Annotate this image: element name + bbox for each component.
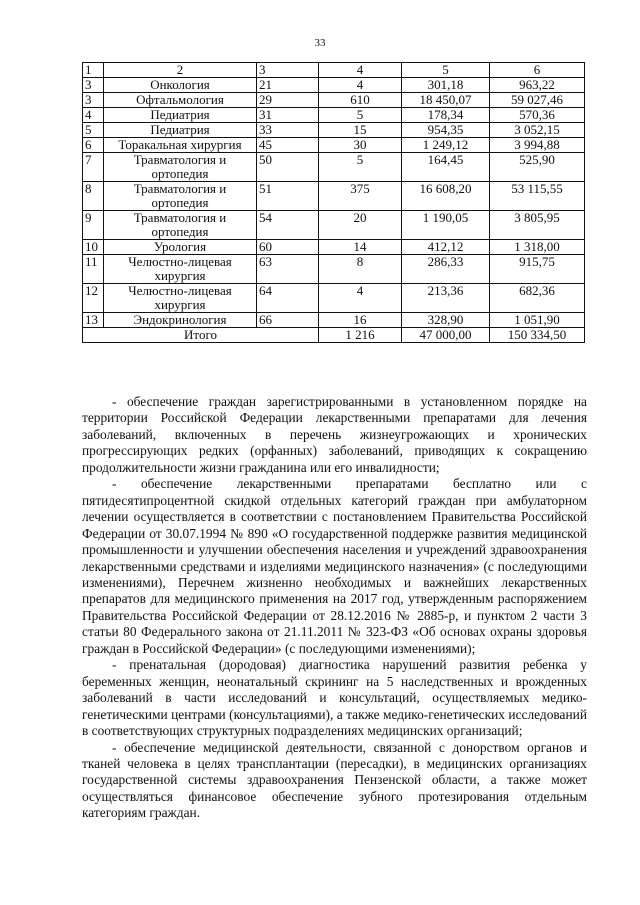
table-cell-value-6: 525,90 bbox=[490, 153, 585, 182]
table-row bbox=[83, 284, 585, 313]
table-body bbox=[83, 63, 585, 343]
table-cell-count: 5 bbox=[319, 153, 402, 182]
table-cell-specialty-name: Педиатрия bbox=[104, 108, 257, 123]
table-cell-count: 8 bbox=[319, 255, 402, 284]
table-cell-code: 66 bbox=[257, 313, 319, 328]
table-cell-count: 14 bbox=[319, 240, 402, 255]
table-total-row bbox=[83, 328, 585, 343]
header-cell: 1 bbox=[83, 63, 104, 78]
total-value-6: 150 334,50 bbox=[490, 328, 585, 343]
table-cell-row-number: 4 bbox=[83, 108, 104, 123]
header-cell: 3 bbox=[257, 63, 319, 78]
table-cell-count: 5 bbox=[319, 108, 402, 123]
table-cell-value-5: 16 608,20 bbox=[402, 182, 490, 211]
table-cell-specialty-name: Офтальмология bbox=[104, 93, 257, 108]
table-cell-row-number: 6 bbox=[83, 138, 104, 153]
table-cell-row-number: 9 bbox=[83, 211, 104, 240]
table-cell-row-number: 8 bbox=[83, 182, 104, 211]
table-row bbox=[83, 211, 585, 240]
table-cell-value-6: 1 051,90 bbox=[490, 313, 585, 328]
table-cell-count: 15 bbox=[319, 123, 402, 138]
table-cell-value-6: 1 318,00 bbox=[490, 240, 585, 255]
table-cell-code: 29 bbox=[257, 93, 319, 108]
table-cell-row-number: 3 bbox=[83, 78, 104, 93]
table-cell-value-6: 3 994,88 bbox=[490, 138, 585, 153]
table-cell-specialty-name: Травматология и ортопедия bbox=[104, 153, 257, 182]
table-cell-code: 45 bbox=[257, 138, 319, 153]
table-cell-value-5: 412,12 bbox=[402, 240, 490, 255]
table-cell-value-5: 301,18 bbox=[402, 78, 490, 93]
table-cell-count: 4 bbox=[319, 284, 402, 313]
table-cell-code: 60 bbox=[257, 240, 319, 255]
header-cell: 6 bbox=[490, 63, 585, 78]
table-cell-count: 610 bbox=[319, 93, 402, 108]
table-row bbox=[83, 93, 585, 108]
table-cell-specialty-name: Урология bbox=[104, 240, 257, 255]
table-cell-code: 21 bbox=[257, 78, 319, 93]
table-cell-code: 33 bbox=[257, 123, 319, 138]
table-cell-code: 31 bbox=[257, 108, 319, 123]
table-cell-specialty-name: Торакальная хирургия bbox=[104, 138, 257, 153]
table-header-row bbox=[83, 63, 585, 78]
table-cell-value-6: 3 805,95 bbox=[490, 211, 585, 240]
table-cell-count: 375 bbox=[319, 182, 402, 211]
table-cell-row-number: 13 bbox=[83, 313, 104, 328]
table-cell-row-number: 11 bbox=[83, 255, 104, 284]
table-cell-value-5: 178,34 bbox=[402, 108, 490, 123]
table-cell-row-number: 12 bbox=[83, 284, 104, 313]
total-value-5: 47 000,00 bbox=[402, 328, 490, 343]
body-text bbox=[82, 394, 587, 822]
total-count: 1 216 bbox=[319, 328, 402, 343]
table-row bbox=[83, 255, 585, 284]
table-cell-row-number: 7 bbox=[83, 153, 104, 182]
table-cell-value-5: 286,33 bbox=[402, 255, 490, 284]
table-cell-code: 51 bbox=[257, 182, 319, 211]
table-row bbox=[83, 138, 585, 153]
table-cell-row-number: 10 bbox=[83, 240, 104, 255]
table-cell-specialty-name: Эндокринология bbox=[104, 313, 257, 328]
table-cell-code: 54 bbox=[257, 211, 319, 240]
table-cell-count: 4 bbox=[319, 78, 402, 93]
table-cell-count: 20 bbox=[319, 211, 402, 240]
table-cell-specialty-name: Травматология и ортопедия bbox=[104, 182, 257, 211]
table-cell-value-5: 18 450,07 bbox=[402, 93, 490, 108]
paragraph: - обеспечение медицинской деятельности, связанной с донорством органов и тканей человека в целях трансплантации (пересадки), в медицинских организациях государственной системы здравоохранения Пензенской области, а также может осуществляться финансовое обеспечение зубного протезирования отдельным категориям граждан. bbox=[82, 739, 587, 821]
table-cell-value-5: 164,45 bbox=[402, 153, 490, 182]
table-cell-count: 16 bbox=[319, 313, 402, 328]
table-cell-code: 63 bbox=[257, 255, 319, 284]
table-cell-value-6: 3 052,15 bbox=[490, 123, 585, 138]
page-number: 33 bbox=[314, 37, 326, 49]
table-row bbox=[83, 182, 585, 211]
table-cell-value-5: 1 249,12 bbox=[402, 138, 490, 153]
table-cell-value-5: 1 190,05 bbox=[402, 211, 490, 240]
table-cell-specialty-name: Травматология и ортопедия bbox=[104, 211, 257, 240]
table-cell-specialty-name: Челюстно-лицевая хирургия bbox=[104, 255, 257, 284]
table-cell-value-6: 59 027,46 bbox=[490, 93, 585, 108]
table-cell-code: 64 bbox=[257, 284, 319, 313]
table-cell-value-6: 53 115,55 bbox=[490, 182, 585, 211]
table-cell-value-6: 570,36 bbox=[490, 108, 585, 123]
table-row bbox=[83, 240, 585, 255]
table-cell-value-6: 963,22 bbox=[490, 78, 585, 93]
header-cell: 4 bbox=[319, 63, 402, 78]
table-row bbox=[83, 108, 585, 123]
paragraph: - обеспечение граждан зарегистрированными в установленном порядке на территории Российской Федерации лекарственными препаратами для лечения заболеваний, включенных в перечень жизнеугрожающих и хронических прогрессирующих редких (орфанных) заболеваний, приводящих к сокращению продолжительности жизни гражданина или его инвалидности; bbox=[82, 394, 587, 475]
paragraph: - пренатальная (дородовая) диагностика нарушений развития ребенка у беременных женщин, неонатальный скрининг на 5 наследственных и врожденных заболеваний в части исследований и консультаций, осуществляемых медико-генетическими центрами (консультациями), а также медико-генетических исследований в соответствующих структурных подразделениях медицинских организаций; bbox=[82, 657, 587, 739]
table-row bbox=[83, 78, 585, 93]
table-cell-value-5: 328,90 bbox=[402, 313, 490, 328]
costs-table bbox=[82, 62, 585, 343]
table-cell-value-5: 954,35 bbox=[402, 123, 490, 138]
table-cell-count: 30 bbox=[319, 138, 402, 153]
header-cell: 2 bbox=[104, 63, 257, 78]
table-cell-code: 50 bbox=[257, 153, 319, 182]
header-cell: 5 bbox=[402, 63, 490, 78]
table-cell-specialty-name: Онкология bbox=[104, 78, 257, 93]
table-cell-specialty-name: Челюстно-лицевая хирургия bbox=[104, 284, 257, 313]
table-row bbox=[83, 123, 585, 138]
table-cell-specialty-name: Педиатрия bbox=[104, 123, 257, 138]
table-cell-value-5: 213,36 bbox=[402, 284, 490, 313]
table-row bbox=[83, 153, 585, 182]
table-cell-value-6: 682,36 bbox=[490, 284, 585, 313]
table-row bbox=[83, 313, 585, 328]
table-cell-row-number: 5 bbox=[83, 123, 104, 138]
table-cell-row-number: 3 bbox=[83, 93, 104, 108]
table-cell-value-6: 915,75 bbox=[490, 255, 585, 284]
paragraph: - обеспечение лекарственными препаратами бесплатно или с пятидесятипроцентной скидкой отдельных категорий граждан при амбулаторном лечении осуществляется в соответствии с постановлением Правительства Российской Федерации от 30.07.1994 № 890 «О государственной поддержке развития медицинской промышленности и улучшении обеспечения населения и учреждений здравоохранения лекарственными средствами и изделиями медицинского назначения» (с последующими изменениями), Перечнем жизненно необходимых и важнейших лекарственных препаратов для медицинского применения на 2017 год, утвержденным распоряжением Правительства Российской Федерации от 28.12.2016 № 2885-р, и пунктом 2 части 3 статьи 80 Федерального закона от 21.11.2011 № 323-ФЗ «Об основах охраны здоровья граждан в Российской Федерации» (с последующими изменениями); bbox=[82, 476, 587, 656]
total-label: Итого bbox=[83, 328, 319, 343]
